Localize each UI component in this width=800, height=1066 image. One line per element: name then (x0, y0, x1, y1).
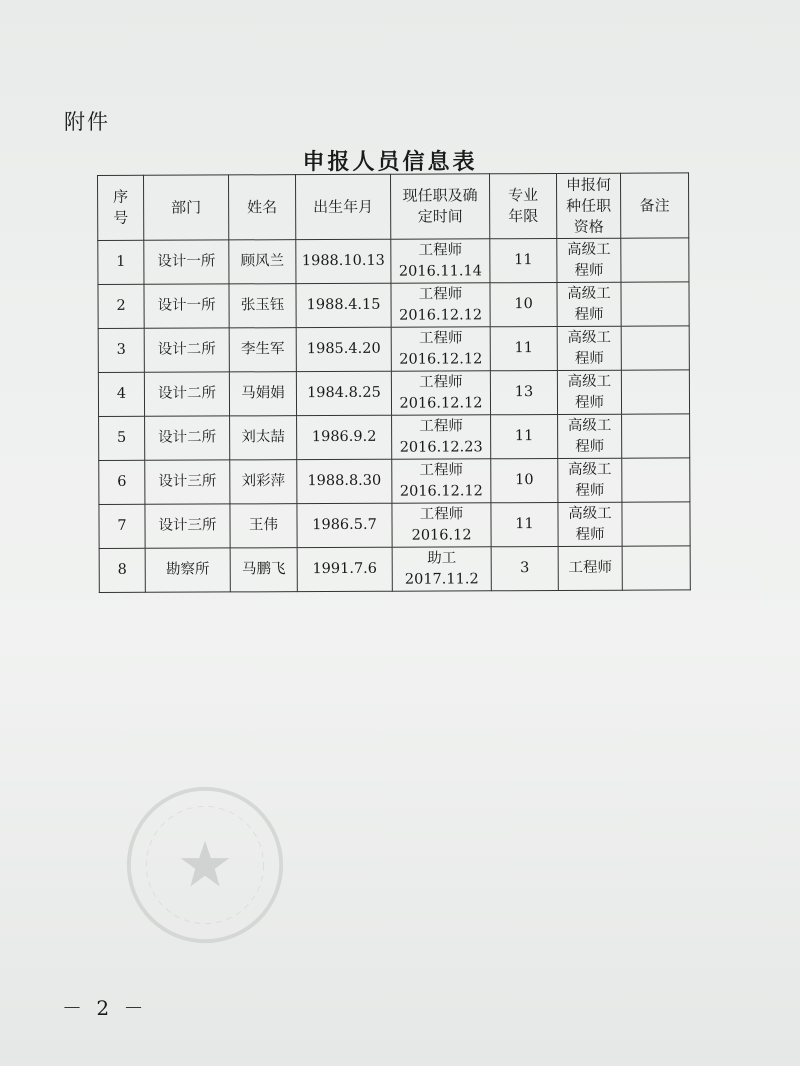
header-dept: 部门 (144, 175, 229, 240)
qualification-line: 程师 (574, 350, 604, 367)
table-row (99, 414, 690, 461)
cell-qualification (558, 502, 622, 546)
cell-position (391, 283, 490, 327)
qualification-line: 程师 (575, 438, 605, 455)
cell-name: 张玉钰 (229, 284, 296, 328)
cell-position (391, 327, 490, 371)
cell-years: 11 (490, 326, 557, 370)
cell-years: 11 (491, 502, 558, 546)
cell-years: 11 (491, 414, 558, 458)
header-no: 序 号 (98, 175, 144, 240)
cell-years: 11 (490, 238, 557, 282)
cell-qualification (557, 282, 621, 326)
qualification-line: 高级工 (567, 285, 611, 302)
position-date: 2016.12.12 (399, 482, 483, 500)
cell-name: 刘太喆 (230, 416, 297, 460)
cell-years: 3 (491, 546, 558, 590)
cell-no: 4 (98, 372, 144, 416)
cell-no: 6 (99, 460, 145, 504)
cell-birth: 1986.5.7 (297, 503, 392, 547)
table-row (98, 370, 689, 417)
cell-name: 马娟娟 (229, 372, 296, 416)
cell-position (391, 371, 490, 415)
cell-position (391, 239, 490, 283)
qualification-line: 工程师 (568, 559, 613, 576)
cell-note (622, 414, 690, 458)
position-title: 工程师 (418, 241, 463, 259)
cell-qualification (557, 238, 621, 282)
position-title: 工程师 (419, 505, 464, 523)
cell-note (621, 238, 689, 282)
cell-dept: 勘察所 (145, 548, 230, 592)
page-number: － 2 － (62, 996, 148, 1020)
cell-no: 5 (99, 416, 145, 460)
table-row (99, 502, 690, 549)
table-row (98, 282, 689, 329)
cell-years: 13 (490, 370, 557, 414)
cell-no: 3 (98, 328, 144, 372)
qualification-line: 高级工 (568, 505, 612, 522)
position-title: 工程师 (419, 461, 464, 479)
header-note: 备注 (620, 173, 688, 238)
position-date: 2016.12 (411, 526, 472, 544)
cell-birth: 1991.7.6 (297, 547, 392, 591)
star-icon (181, 841, 230, 887)
position-date: 2016.12.12 (399, 306, 483, 324)
position-date: 2016.11.14 (398, 262, 482, 280)
official-seal (122, 782, 288, 948)
qualification-line: 程师 (575, 526, 605, 543)
position-date: 2016.12.23 (399, 438, 483, 456)
cell-years: 10 (490, 282, 557, 326)
cell-birth: 1988.8.30 (297, 459, 392, 503)
cell-position (392, 547, 491, 591)
cell-note (621, 370, 689, 414)
position-title: 工程师 (418, 285, 463, 303)
qualification-line: 高级工 (567, 241, 611, 258)
cell-qualification (557, 370, 621, 414)
cell-dept: 设计二所 (144, 372, 229, 416)
header-birth: 出生年月 (296, 174, 391, 239)
cell-qualification (557, 326, 621, 370)
cell-qualification (558, 546, 622, 590)
cell-dept: 设计二所 (144, 328, 229, 372)
position-title: 工程师 (419, 417, 463, 435)
cell-birth: 1985.4.20 (296, 327, 391, 371)
cell-years: 10 (491, 458, 558, 502)
cell-name: 马鹏飞 (230, 548, 297, 592)
position-title: 工程师 (418, 329, 463, 347)
cell-birth: 1988.4.15 (296, 283, 391, 327)
cell-dept: 设计一所 (144, 240, 229, 284)
qualification-line: 高级工 (567, 417, 612, 434)
qualification-line: 高级工 (567, 329, 611, 346)
cell-dept: 设计二所 (145, 416, 230, 460)
table-row (99, 546, 690, 593)
cell-dept: 设计一所 (144, 284, 229, 328)
cell-note (621, 282, 689, 326)
cell-dept: 设计三所 (145, 504, 230, 548)
cell-note (622, 546, 690, 590)
qualification-line: 高级工 (567, 373, 612, 390)
position-title: 助工 (427, 549, 457, 567)
cell-position (392, 503, 491, 547)
qualification-line: 高级工 (568, 461, 612, 478)
header-qualification: 申报何 种任职 资格 (556, 173, 620, 238)
annex-label: 附件 (64, 110, 110, 134)
header-name: 姓名 (229, 175, 296, 240)
cell-note (622, 458, 690, 502)
position-date: 2016.12.12 (399, 350, 483, 368)
qualification-line: 程师 (575, 482, 605, 499)
cell-no: 7 (99, 504, 145, 548)
page-title: 申报人员信息表 (302, 150, 478, 175)
cell-no: 1 (98, 240, 144, 284)
cell-note (621, 326, 689, 370)
qualification-line: 程师 (574, 262, 604, 279)
table-header-row (98, 173, 689, 241)
header-years: 专业 年限 (489, 173, 556, 238)
cell-birth: 1988.10.13 (296, 239, 391, 283)
cell-position (392, 459, 491, 503)
cell-no: 8 (99, 548, 145, 592)
header-position: 现任职及确 定时间 (390, 174, 489, 239)
table-row (98, 238, 689, 285)
cell-position (392, 415, 491, 459)
position-date: 2017.11.2 (404, 570, 479, 588)
cell-birth: 1986.9.2 (297, 415, 392, 459)
cell-birth: 1984.8.25 (296, 371, 391, 415)
applicant-info-table (97, 172, 691, 593)
qualification-line: 程师 (574, 306, 604, 323)
table-row (98, 326, 689, 373)
cell-no: 2 (98, 284, 144, 328)
position-date: 2016.12.12 (399, 394, 483, 412)
cell-name: 王伟 (230, 504, 297, 548)
cell-note (622, 502, 690, 546)
cell-name: 李生军 (229, 328, 296, 372)
qualification-line: 程师 (574, 394, 605, 411)
cell-qualification (558, 458, 622, 502)
cell-qualification (558, 414, 622, 458)
table-row (99, 458, 690, 505)
cell-dept: 设计三所 (145, 460, 230, 504)
cell-name: 刘彩萍 (230, 460, 297, 504)
position-title: 工程师 (419, 373, 463, 391)
cell-name: 顾风兰 (229, 240, 296, 284)
